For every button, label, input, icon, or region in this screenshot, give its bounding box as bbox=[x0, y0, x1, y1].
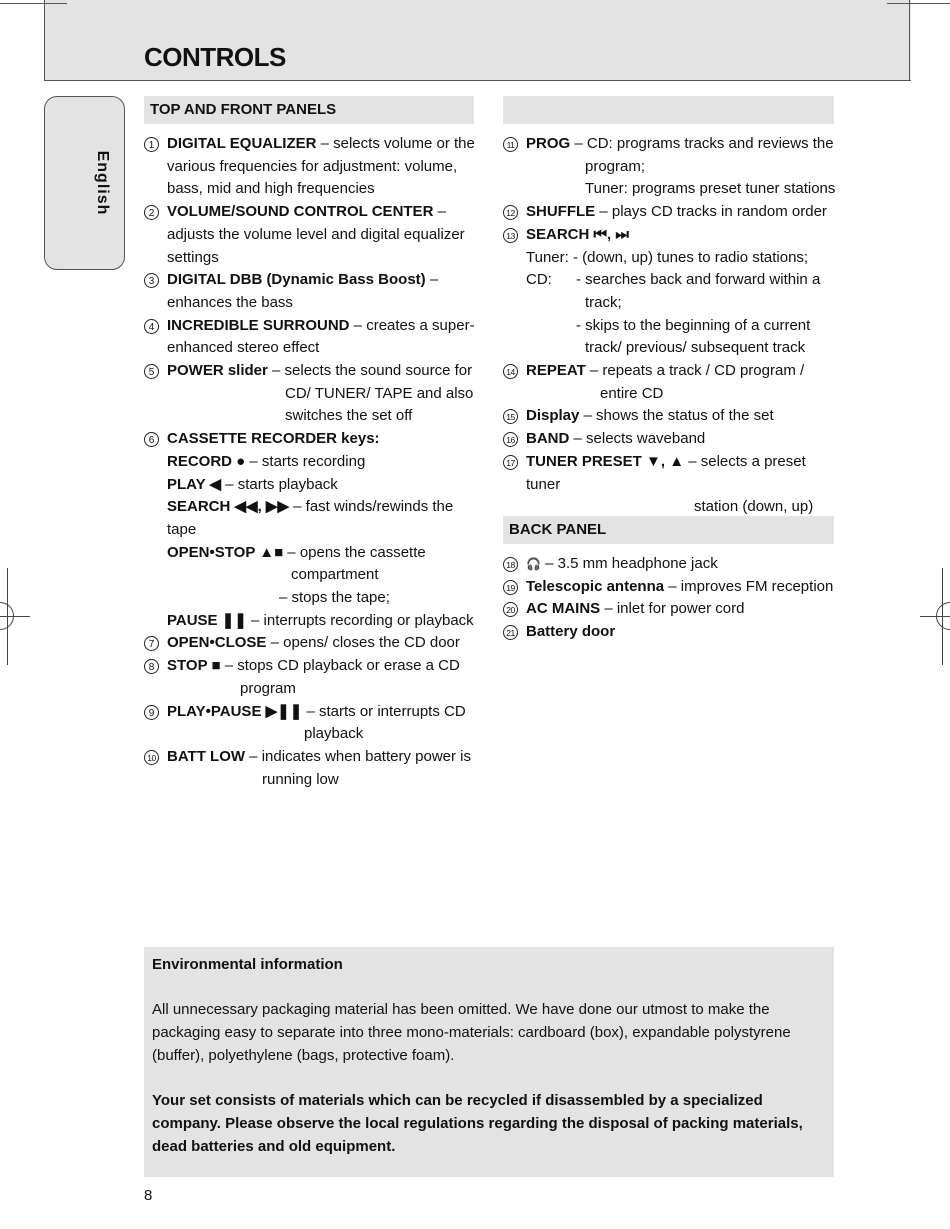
circled-number-icon: 2 bbox=[144, 205, 159, 220]
section-header-back: BACK PANEL bbox=[503, 516, 834, 544]
circled-number-icon: 17 bbox=[503, 455, 518, 470]
open-stop-key-label: OPEN•STOP ▲■ bbox=[167, 543, 284, 561]
list-item bbox=[503, 576, 843, 599]
item-text: station (down, up) bbox=[694, 498, 814, 516]
list-item bbox=[144, 201, 479, 269]
circled-number-icon: 8 bbox=[144, 659, 159, 674]
circled-number-icon: 7 bbox=[144, 636, 159, 651]
circled-number-icon: 11 bbox=[503, 137, 518, 152]
item-text: enhances the bass bbox=[167, 293, 293, 311]
item-text: – plays CD tracks in random order bbox=[595, 203, 827, 221]
item-text: – repeats a track / CD program / bbox=[585, 362, 805, 380]
list-item bbox=[144, 315, 479, 360]
environmental-info-bold-paragraph: Your set consists of materials which can be recycled if disassembled by a specialized company. Please observe the local regulations regarding the disposal of packing materials, dead batteries and old equipment. bbox=[152, 1092, 803, 1155]
item-text: bass, mid and high frequencies bbox=[167, 180, 375, 198]
item-label: AC MAINS bbox=[526, 600, 601, 618]
circled-number-icon: 19 bbox=[503, 580, 518, 595]
circled-number-icon: 13 bbox=[503, 228, 518, 243]
item-text: – improves FM reception bbox=[664, 577, 834, 595]
item-text: playback bbox=[304, 725, 364, 743]
item-text: entire CD bbox=[600, 384, 664, 402]
list-item bbox=[503, 360, 843, 405]
item-label: DIGITAL DBB (Dynamic Bass Boost) bbox=[167, 271, 426, 289]
list-item bbox=[144, 428, 479, 632]
environmental-info-box bbox=[144, 947, 834, 1177]
back-panel-list bbox=[503, 553, 843, 644]
item-text: Tuner: programs preset tuner stations bbox=[585, 180, 836, 198]
circled-number-icon: 3 bbox=[144, 273, 159, 288]
environmental-info-paragraph: All unnecessary packaging material has been omitted. We have done our utmost to make the packaging easy to separate into three mono-materials: cardboard (box), expandable polystyrene (buffer), polyethylene (bags, protective foam). bbox=[152, 1001, 791, 1064]
list-item bbox=[144, 360, 479, 428]
item-text: CD: bbox=[526, 271, 552, 289]
item-text: CD/ TUNER/ TAPE and also bbox=[285, 384, 474, 402]
item-text: program bbox=[240, 679, 296, 697]
section-header-right bbox=[503, 96, 834, 124]
item-text: program; bbox=[585, 157, 646, 175]
circled-number-icon: 6 bbox=[144, 432, 159, 447]
list-item bbox=[503, 621, 843, 644]
item-label: REPEAT bbox=[526, 362, 586, 380]
item-text: - searches back and forward within a bbox=[576, 271, 821, 289]
item-text: track; bbox=[585, 293, 622, 311]
circled-number-icon: 4 bbox=[144, 319, 159, 334]
item-label: BAND bbox=[526, 430, 570, 448]
item-label: SEARCH ⏮, ⏭ bbox=[526, 225, 629, 243]
item-text: – selects waveband bbox=[569, 430, 706, 448]
language-tab bbox=[44, 96, 125, 270]
item-label: OPEN•CLOSE bbox=[167, 634, 267, 652]
circled-number-icon: 1 bbox=[144, 137, 159, 152]
item-label: Telescopic antenna bbox=[526, 577, 665, 595]
item-text: Tuner: - (down, up) tunes to radio stations; bbox=[526, 248, 809, 266]
circled-number-icon: 12 bbox=[503, 205, 518, 220]
search-key-label: SEARCH ◀◀, ▶▶ bbox=[167, 498, 289, 516]
item-text: – stops the tape; bbox=[279, 589, 390, 607]
item-label: Display bbox=[526, 407, 580, 425]
list-item bbox=[144, 746, 479, 791]
list-item bbox=[503, 428, 843, 451]
item-text: adjusts the volume level and digital equalizer bbox=[167, 225, 465, 243]
list-item bbox=[144, 655, 479, 700]
item-text: – interrupts recording or playback bbox=[246, 611, 474, 629]
item-text: – inlet for power cord bbox=[600, 600, 745, 618]
circled-number-icon: 9 bbox=[144, 705, 159, 720]
list-item bbox=[144, 269, 479, 314]
item-text: – opens the cassette bbox=[283, 543, 426, 561]
item-text: - skips to the beginning of a current bbox=[576, 316, 811, 334]
item-label: STOP ■ bbox=[167, 657, 221, 675]
item-text: enhanced stereo effect bbox=[167, 339, 320, 357]
item-text: – opens/ closes the CD door bbox=[266, 634, 460, 652]
circled-number-icon: 14 bbox=[503, 364, 518, 379]
crop-mark-right bbox=[887, 3, 950, 4]
record-key-label: RECORD ● bbox=[167, 452, 246, 470]
item-text: – selects the sound source for bbox=[267, 362, 473, 380]
circled-number-icon: 5 bbox=[144, 364, 159, 379]
item-text: – selects volume or the bbox=[316, 135, 475, 152]
item-text: – starts or interrupts CD bbox=[302, 702, 466, 720]
crop-mark-left bbox=[0, 3, 67, 4]
circled-number-icon: 15 bbox=[503, 409, 518, 424]
list-item bbox=[144, 632, 479, 655]
list-item bbox=[503, 201, 843, 224]
item-label: CASSETTE RECORDER keys: bbox=[167, 430, 380, 448]
circled-number-icon: 20 bbox=[503, 602, 518, 617]
list-item bbox=[503, 405, 843, 428]
section-header-top-front: TOP AND FRONT PANELS bbox=[144, 96, 474, 124]
pause-key-label: PAUSE ❚❚ bbox=[167, 611, 247, 629]
item-label: POWER slider bbox=[167, 362, 268, 380]
item-label: INCREDIBLE SURROUND bbox=[167, 316, 350, 334]
page-title: CONTROLS bbox=[144, 42, 286, 72]
language-tab-label: English bbox=[94, 150, 111, 216]
play-key-label: PLAY ◀ bbox=[167, 475, 222, 493]
item-text: compartment bbox=[291, 566, 379, 584]
header-divider bbox=[909, 0, 910, 80]
circled-number-icon: 16 bbox=[503, 432, 518, 447]
item-label: PLAY•PAUSE ▶❚❚ bbox=[167, 702, 303, 720]
page-number: 8 bbox=[144, 1187, 153, 1204]
item-label: SHUFFLE bbox=[526, 203, 596, 221]
item-label: BATT LOW bbox=[167, 747, 246, 765]
item-text: – starts recording bbox=[245, 452, 366, 470]
item-text: – starts playback bbox=[221, 475, 338, 493]
item-text: – CD: programs tracks and reviews the bbox=[570, 135, 834, 152]
item-text: – bbox=[425, 271, 439, 289]
item-text: – indicates when battery power is bbox=[245, 747, 471, 765]
item-label: TUNER PRESET ▼, ▲ bbox=[526, 452, 685, 470]
item-text: – selects a preset tuner bbox=[526, 452, 806, 493]
item-text: – stops CD playback or erase a CD bbox=[220, 657, 460, 675]
environmental-info-title: Environmental information bbox=[152, 956, 343, 973]
item-text: track/ previous/ subsequent track bbox=[585, 339, 806, 357]
left-controls-list bbox=[144, 133, 479, 791]
item-text: – fast winds/rewinds the tape bbox=[167, 498, 454, 538]
list-item bbox=[503, 598, 843, 621]
item-label: VOLUME/SOUND CONTROL CENTER bbox=[167, 203, 434, 221]
item-label: DIGITAL EQUALIZER bbox=[167, 135, 317, 152]
item-text: – bbox=[433, 203, 446, 221]
item-text: – shows the status of the set bbox=[579, 407, 774, 425]
item-text: – 3.5 mm headphone jack bbox=[540, 555, 718, 572]
item-text: various frequencies for adjustment: volume, bbox=[167, 157, 458, 175]
headphone-icon: 🎧 bbox=[526, 557, 541, 571]
item-label: PROG bbox=[526, 135, 571, 152]
item-text: switches the set off bbox=[285, 407, 413, 425]
list-item bbox=[503, 553, 843, 576]
list-item bbox=[144, 133, 479, 201]
item-text: – creates a super- bbox=[349, 316, 475, 334]
circled-number-icon: 18 bbox=[503, 557, 518, 572]
list-item bbox=[503, 451, 843, 519]
list-item bbox=[503, 224, 843, 360]
list-item bbox=[503, 133, 843, 201]
right-controls-list bbox=[503, 133, 843, 519]
circled-number-icon: 21 bbox=[503, 625, 518, 640]
item-label: Battery door bbox=[526, 623, 616, 641]
item-text: running low bbox=[262, 770, 339, 788]
circled-number-icon: 10 bbox=[144, 750, 159, 765]
item-text: settings bbox=[167, 248, 219, 266]
list-item bbox=[144, 701, 479, 746]
